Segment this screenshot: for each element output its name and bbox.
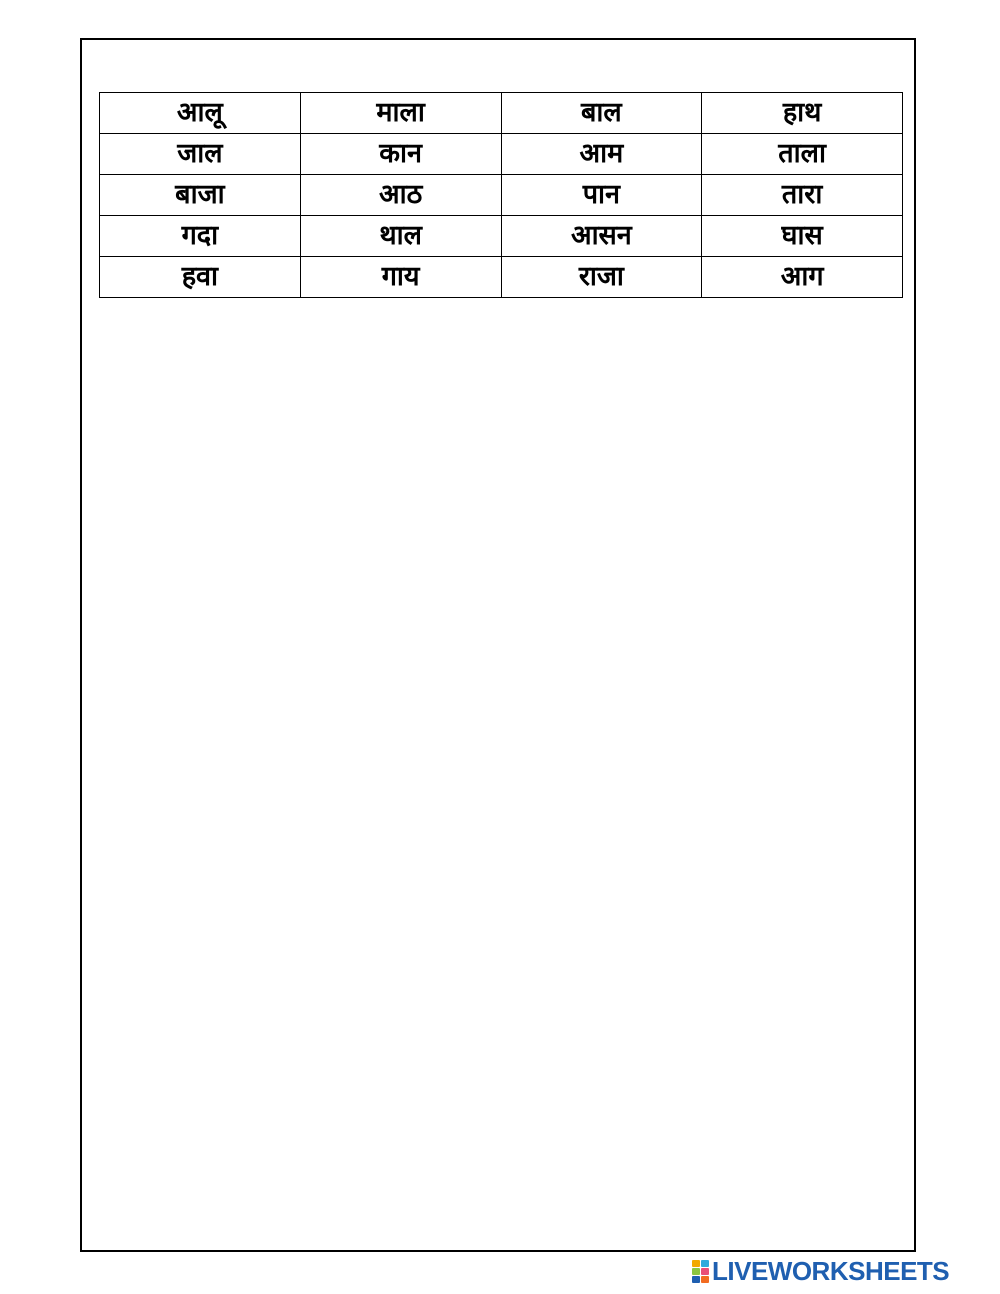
logo-tile [701,1268,709,1275]
word-cell: घास [702,216,903,257]
word-cell: आठ [300,175,501,216]
logo-tile [701,1260,709,1267]
word-cell: गदा [100,216,301,257]
word-table [99,92,903,298]
word-cell: आलू [100,93,301,134]
table-row [100,175,903,216]
word-cell: माला [300,93,501,134]
word-cell: बाजा [100,175,301,216]
logo-tile [701,1276,709,1283]
word-cell: बाल [501,93,702,134]
liveworksheets-brand[interactable] [692,1257,949,1285]
word-cell: जाल [100,134,301,175]
word-cell: राजा [501,257,702,298]
word-cell: आग [702,257,903,298]
logo-tile [692,1276,700,1283]
worksheet-page [80,38,916,1252]
word-cell: कान [300,134,501,175]
table-row [100,93,903,134]
word-cell: आसन [501,216,702,257]
table-row [100,134,903,175]
brand-label: LIVEWORKSHEETS [712,1255,950,1286]
word-cell: ताला [702,134,903,175]
table-row [100,257,903,298]
word-cell: हाथ [702,93,903,134]
word-cell: पान [501,175,702,216]
word-cell: थाल [300,216,501,257]
liveworksheets-logo-icon [692,1260,709,1282]
logo-tile [692,1260,700,1267]
word-cell: गाय [300,257,501,298]
word-cell: तारा [702,175,903,216]
word-cell: हवा [100,257,301,298]
logo-tile [692,1268,700,1275]
word-cell: आम [501,134,702,175]
table-row [100,216,903,257]
